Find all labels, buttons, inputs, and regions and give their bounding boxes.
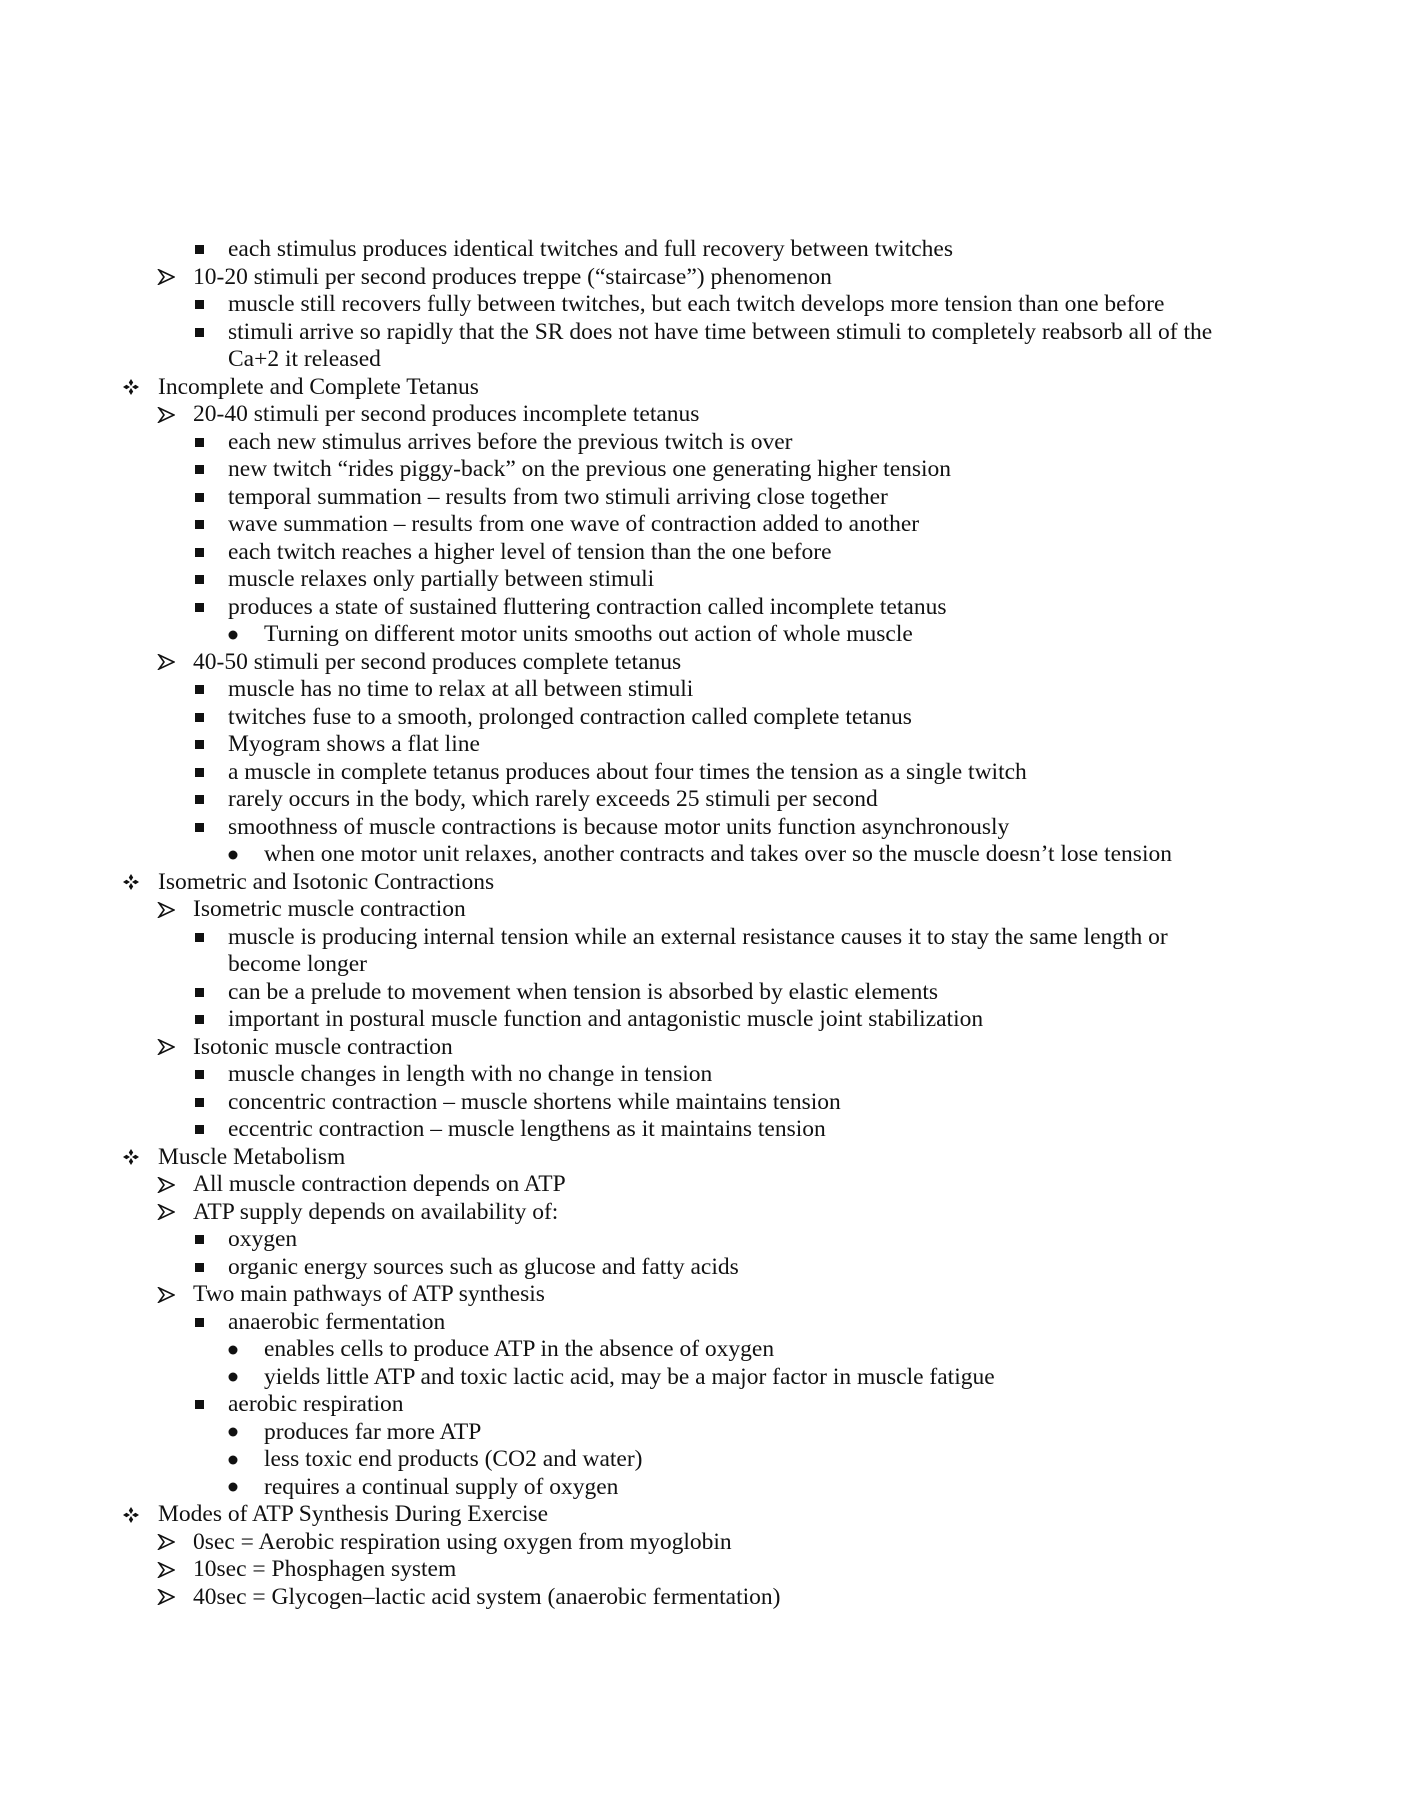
outline-item-level-3 <box>122 786 1228 814</box>
square-bullet-icon <box>195 1089 204 1117</box>
outline-item-level-4 <box>122 1364 1302 1392</box>
outline-item-level-3 <box>122 511 1228 539</box>
outline-item-text: eccentric contraction – muscle lengthens as it maintains tension <box>228 1116 826 1142</box>
outline-item-text: each stimulus produces identical twitches and full recovery between twitches <box>228 236 953 262</box>
outline-item-level-2 <box>122 1171 1302 1199</box>
outline-item-text: rarely occurs in the body, which rarely exceeds 25 stimuli per second <box>228 786 878 812</box>
square-bullet-icon <box>195 511 204 539</box>
outline-item-text: twitches fuse to a smooth, prolonged contraction called complete tetanus <box>228 703 912 730</box>
outline-item-level-3 <box>122 456 1228 484</box>
diamond-bullet-icon <box>122 869 140 897</box>
outline-item-text: muscle is producing internal tension while an external resistance causes it to stay the same length or become longer <box>228 923 1168 977</box>
outline-item-text: 40-50 stimuli per second produces complete tetanus <box>193 648 682 675</box>
square-bullet-icon <box>195 924 204 952</box>
arrowhead-bullet-icon <box>157 1556 175 1584</box>
outline-item-level-4 <box>122 1446 1302 1474</box>
outline-item-text: each twitch reaches a higher level of tension than the one before <box>228 538 832 565</box>
square-bullet-icon <box>195 979 204 1007</box>
outline-item-text: organic energy sources such as glucose and fatty acids <box>228 1253 739 1280</box>
outline-item-text: muscle has no time to relax at all between stimuli <box>228 676 694 702</box>
square-bullet-icon <box>195 786 204 814</box>
outline-item-text: Incomplete and Complete Tetanus <box>158 373 479 400</box>
outline-item-level-1 <box>122 374 1302 402</box>
outline-item-level-3 <box>122 1006 1228 1034</box>
outline-item-level-1 <box>122 1144 1302 1172</box>
outline-item-text: a muscle in complete tetanus produces about four times the tension as a single twitch <box>228 758 1027 785</box>
square-bullet-icon <box>195 704 204 732</box>
outline-item-level-2 <box>122 1281 1302 1309</box>
outline-item-level-3 <box>122 291 1228 319</box>
outline-item-level-3 <box>122 759 1228 787</box>
round-bullet-icon <box>228 1364 238 1392</box>
outline-item-level-3 <box>122 319 1228 374</box>
outline-item-level-2 <box>122 649 1302 677</box>
outline-item-text: aerobic respiration <box>228 1391 404 1417</box>
square-bullet-icon <box>195 1116 204 1144</box>
square-bullet-icon <box>195 291 204 319</box>
diamond-bullet-icon <box>122 374 140 402</box>
outline-item-level-3 <box>122 1089 1228 1117</box>
outline-item-level-2 <box>122 1529 1302 1557</box>
outline-item-text: temporal summation – results from two stimuli arriving close together <box>228 483 888 510</box>
square-bullet-icon <box>195 594 204 622</box>
arrowhead-bullet-icon <box>157 401 175 429</box>
square-bullet-icon <box>195 566 204 594</box>
round-bullet-icon <box>228 1474 238 1502</box>
outline-item-text: ATP supply depends on availability of: <box>193 1198 559 1225</box>
outline-item-text: can be a prelude to movement when tension is absorbed by elastic elements <box>228 978 939 1005</box>
outline-item-level-3 <box>122 979 1228 1007</box>
outline-item-text: each new stimulus arrives before the previous twitch is over <box>228 428 793 455</box>
outline-item-text: Isometric muscle contraction <box>193 896 466 922</box>
outline-item-level-3 <box>122 676 1228 704</box>
round-bullet-icon <box>228 1419 238 1447</box>
outline-item-level-4 <box>122 1336 1302 1364</box>
outline-item-text: important in postural muscle function and antagonistic muscle joint stabilization <box>228 1006 984 1032</box>
arrowhead-bullet-icon <box>157 1034 175 1062</box>
arrowhead-bullet-icon <box>157 264 175 292</box>
square-bullet-icon <box>195 1309 204 1337</box>
outline-item-text: muscle relaxes only partially between stimuli <box>228 566 655 592</box>
outline-list <box>122 236 1302 1611</box>
arrowhead-bullet-icon <box>157 649 175 677</box>
outline-item-text: Isotonic muscle contraction <box>193 1033 453 1060</box>
arrowhead-bullet-icon <box>157 1281 175 1309</box>
outline-item-text: produces a state of sustained fluttering contraction called incomplete tetanus <box>228 593 947 620</box>
outline-item-text: Muscle Metabolism <box>158 1143 346 1170</box>
square-bullet-icon <box>195 319 204 347</box>
outline-item-level-2 <box>122 896 1302 924</box>
outline-item-level-3 <box>122 1116 1228 1144</box>
outline-item-level-3 <box>122 594 1228 622</box>
square-bullet-icon <box>195 1226 204 1254</box>
outline-item-text: 10sec = Phosphagen system <box>193 1556 457 1582</box>
arrowhead-bullet-icon <box>157 1171 175 1199</box>
outline-item-level-1 <box>122 1501 1302 1529</box>
outline-item-level-2 <box>122 1584 1302 1612</box>
outline-item-text: muscle still recovers fully between twitches, but each twitch develops more tension than one before <box>228 291 1165 317</box>
square-bullet-icon <box>195 236 204 264</box>
outline-item-text: 0sec = Aerobic respiration using oxygen from myoglobin <box>193 1528 732 1555</box>
outline-item-level-4 <box>122 1474 1302 1502</box>
outline-item-level-4 <box>122 1419 1302 1447</box>
outline-item-level-3 <box>122 539 1228 567</box>
outline-item-level-2 <box>122 1556 1302 1584</box>
outline-item-level-3 <box>122 1309 1228 1337</box>
outline-item-level-3 <box>122 814 1228 842</box>
outline-item-text: produces far more ATP <box>264 1418 482 1445</box>
outline-item-text: All muscle contraction depends on ATP <box>193 1171 566 1197</box>
outline-item-text: Modes of ATP Synthesis During Exercise <box>158 1501 549 1527</box>
outline-item-level-3 <box>122 429 1228 457</box>
diamond-bullet-icon <box>122 1144 140 1172</box>
outline-item-text: Turning on different motor units smooths out action of whole muscle <box>264 621 913 647</box>
outline-item-text: when one motor unit relaxes, another contracts and takes over so the muscle doesn’t lose tension <box>264 841 1172 867</box>
outline-item-level-3 <box>122 704 1228 732</box>
outline-item-text: yields little ATP and toxic lactic acid, may be a major factor in muscle fatigue <box>264 1363 995 1390</box>
outline-item-text: 20-40 stimuli per second produces incomplete tetanus <box>193 401 700 427</box>
outline-item-text: less toxic end products (CO2 and water) <box>264 1446 643 1472</box>
outline-item-level-1 <box>122 869 1302 897</box>
outline-item-level-2 <box>122 264 1302 292</box>
round-bullet-icon <box>228 1336 238 1364</box>
outline-item-text: wave summation – results from one wave of contraction added to another <box>228 511 920 537</box>
outline-item-text: requires a continual supply of oxygen <box>264 1473 619 1500</box>
outline-item-text: 40sec = Glycogen–lactic acid system (anaerobic fermentation) <box>193 1583 781 1610</box>
square-bullet-icon <box>195 759 204 787</box>
diamond-bullet-icon <box>122 1501 140 1529</box>
square-bullet-icon <box>195 1061 204 1089</box>
outline-item-level-2 <box>122 1034 1302 1062</box>
outline-item-level-3 <box>122 1061 1228 1089</box>
square-bullet-icon <box>195 484 204 512</box>
outline-item-text: oxygen <box>228 1226 298 1252</box>
outline-item-level-3 <box>122 731 1228 759</box>
outline-item-text: Isometric and Isotonic Contractions <box>158 868 495 895</box>
outline-item-text: new twitch “rides piggy-back” on the previous one generating higher tension <box>228 456 952 482</box>
outline-item-text: smoothness of muscle contractions is because motor units function asynchronously <box>228 813 1010 840</box>
outline-item-level-3 <box>122 566 1228 594</box>
round-bullet-icon <box>228 1446 238 1474</box>
outline-item-level-3 <box>122 236 1228 264</box>
arrowhead-bullet-icon <box>157 1584 175 1612</box>
square-bullet-icon <box>195 731 204 759</box>
outline-item-level-3 <box>122 1226 1228 1254</box>
square-bullet-icon <box>195 456 204 484</box>
square-bullet-icon <box>195 1391 204 1419</box>
square-bullet-icon <box>195 539 204 567</box>
outline-item-level-2 <box>122 1199 1302 1227</box>
outline-item-text: Two main pathways of ATP synthesis <box>193 1281 545 1307</box>
outline-item-level-4 <box>122 841 1302 869</box>
outline-item-text: Myogram shows a flat line <box>228 731 480 757</box>
round-bullet-icon <box>228 841 238 869</box>
arrowhead-bullet-icon <box>157 1529 175 1557</box>
round-bullet-icon <box>228 621 238 649</box>
square-bullet-icon <box>195 1006 204 1034</box>
outline-item-text: 10-20 stimuli per second produces treppe (“staircase”) phenomenon <box>193 263 832 290</box>
arrowhead-bullet-icon <box>157 896 175 924</box>
square-bullet-icon <box>195 814 204 842</box>
outline-item-text: anaerobic fermentation <box>228 1308 446 1335</box>
square-bullet-icon <box>195 676 204 704</box>
square-bullet-icon <box>195 1254 204 1282</box>
outline-item-level-3 <box>122 924 1228 979</box>
outline-item-level-3 <box>122 1254 1228 1282</box>
outline-item-level-3 <box>122 484 1228 512</box>
arrowhead-bullet-icon <box>157 1199 175 1227</box>
outline-item-text: enables cells to produce ATP in the absence of oxygen <box>264 1336 775 1362</box>
outline-item-text: stimuli arrive so rapidly that the SR does not have time between stimuli to completely reabsorb all of the Ca+2 it released <box>228 318 1213 372</box>
square-bullet-icon <box>195 429 204 457</box>
outline-item-level-4 <box>122 621 1302 649</box>
outline-item-level-2 <box>122 401 1302 429</box>
outline-item-text: muscle changes in length with no change in tension <box>228 1061 713 1087</box>
outline-item-level-3 <box>122 1391 1228 1419</box>
outline-item-text: concentric contraction – muscle shortens while maintains tension <box>228 1088 841 1115</box>
